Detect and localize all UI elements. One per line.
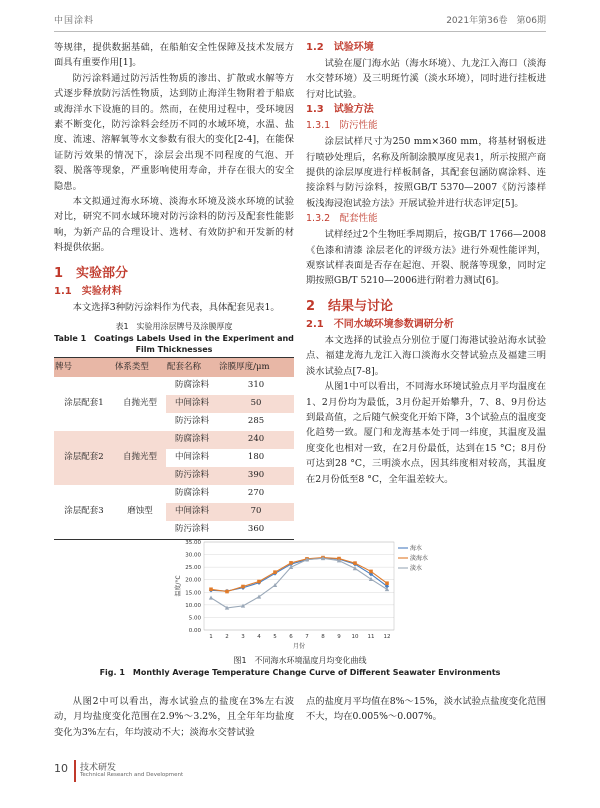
table-cell: 防腐涂料 — [166, 431, 218, 449]
table-cell: 360 — [247, 524, 265, 535]
coatings-table — [54, 357, 294, 540]
paragraph — [306, 694, 546, 725]
data-point — [273, 570, 277, 574]
data-point — [209, 596, 213, 600]
table-cell: 自抛光型 — [122, 398, 157, 409]
x-tick-label: 4 — [257, 634, 261, 640]
paragraph: 防污涂料通过防污活性物质的渗出、扩散或水解等方式逐步释放防污活性物质，达到防止海洋生物附着于船底或海洋水下设施的目的。然而，在使用过程中，受环境因素不断变化，防污涂料会经历不同的水域环境，水温、盐度、流速、溶解氧等水文参数有很大的变化[2-4]，在能保证防污效果的情况下，涂层会出现不同程度的气泡、开裂、脱落等现象，严重影响使用寿命，并存在很大的安全隐患。 — [54, 72, 294, 192]
paragraph — [54, 694, 294, 740]
data-point — [209, 587, 213, 591]
table-cell: 涂层配套1 — [64, 398, 104, 409]
right-column — [306, 40, 546, 487]
data-point — [289, 561, 293, 565]
data-point — [353, 561, 357, 565]
y-tick-label: 30.00 — [185, 552, 201, 559]
paragraph: 涂层试样尺寸为250 mm×360 mm，将基材钢板进行喷砂处理后，名称及所制涂膜厚度见表1，所示按照产商提供的涂层厚度进行样板制备，其配套包涵防腐涂料、连接涂料与防污涂料，按照GB/T 5370—2007《防污漆样板浅海浸泡试验方法》开展试验并进行状态评定[5]。 — [306, 136, 546, 209]
page-number: 10 — [54, 762, 68, 775]
legend-label: 淡水 — [410, 565, 423, 572]
subsubsection-heading: 1.3.1 防污性能 — [306, 120, 378, 132]
plot-area — [204, 542, 394, 630]
table-caption: 表1 实验用涂层牌号及涂膜厚度 — [115, 322, 233, 332]
figure-caption-cn: 图1 不同海水环境温度月均变化曲线 — [233, 656, 367, 665]
y-tick-label: 15.00 — [185, 590, 201, 597]
paragraph-text: 从图2中可以看出，海水试验点的盐度在3%左右波动，月均盐度变化范围在2.9%～3.2%，且全年年均盐度变化为3%左右，年均波动不大；淡海水交替试验 — [54, 696, 294, 738]
y-axis-label: 温度/°C — [175, 575, 182, 597]
table-row — [54, 377, 294, 395]
y-tick-label: 10.00 — [185, 602, 201, 609]
y-tick-label: 20.00 — [185, 577, 201, 584]
footer-section-en: Technical Research and Development — [80, 772, 184, 778]
x-tick-label: 10 — [351, 634, 359, 640]
table-cell: 防腐涂料 — [175, 380, 210, 391]
table-cell: 涂层配套3 — [64, 506, 104, 517]
data-point — [241, 585, 245, 589]
figure-caption-en: Fig. 1 Monthly Average Temperature Change Curve of Different Seawater Environments — [99, 668, 501, 677]
header-rule — [54, 31, 546, 32]
table-cell: 防腐涂料 — [175, 488, 210, 499]
paragraph: 从图1中可以看出，不同海水环境试验点月平均温度在1、2月份均为最低，3月份起开始攀升，7、8、9月份达到最高值，之后随气候变化开始下降，3个试验点的温度变化趋势一致。厦门和龙海基本处于同一纬度，其温度及温度变化也相对一致，在2月份最低，达到在15 °C；8月份可达到28 °C，三明淡水点，因其纬度相对较高，其温度在2月份低至8 °C，全年温差较大。 — [306, 381, 546, 485]
subsection-heading: 1.3 试验方法 — [306, 104, 374, 116]
x-tick-label: 3 — [241, 634, 245, 640]
data-point — [369, 570, 373, 574]
left-column — [54, 40, 294, 540]
table-cell: 70 — [218, 503, 294, 521]
paragraph-text: 点的盐度月平均值在8%～15%，淡水试验点盐度变化范围不大，均在0.005%～0.007%。 — [306, 696, 546, 723]
table-row — [54, 485, 294, 503]
y-tick-label: 0.00 — [188, 628, 201, 634]
table-cell: 285 — [247, 416, 265, 427]
data-point — [257, 580, 261, 584]
y-tick-label: 35.00 — [185, 540, 201, 546]
table-cell: 310 — [247, 380, 265, 391]
table-cell: 中间涂料 — [166, 503, 218, 521]
x-tick-label: 5 — [273, 634, 277, 640]
paragraph: 试验在厦门海水站（海水环境）、九龙江入海口（淡海水交替环境）及三明斑竹溪（淡水环境），同时进行挂板进行对比试验。 — [306, 58, 546, 100]
x-tick-label: 12 — [383, 634, 391, 640]
table-row — [54, 431, 294, 449]
paragraph: 本文拟通过海水环境、淡海水环境及淡水环境的试验对比，研究不同水域环境对防污涂料的防污及配套性能影响，为新产品的合理设计、选材、有效防护和开发新的材料提供依据。 — [54, 196, 294, 254]
subsubsection-heading: 1.3.2 配套性能 — [306, 213, 378, 225]
table-cell: 中间涂料 — [166, 395, 218, 413]
table-cell: 防污涂料 — [175, 524, 210, 535]
paragraph: 本文选择的试验点分别位于厦门海港试验站海水试验点、福建龙海九龙江入海口淡海水交替试验点及福建三明淡水试验点[7-8]。 — [306, 334, 546, 377]
issue-info: 2021年第36卷 第06期 — [446, 16, 546, 26]
x-tick-label: 7 — [305, 634, 309, 640]
table-cell: 防污涂料 — [175, 416, 210, 427]
table-cell: 240 — [218, 431, 294, 449]
subsection-heading: 1.2 试验环境 — [306, 42, 374, 53]
paragraph: 本文选择3种防污涂料作为代表，具体配套见表1。 — [72, 301, 280, 313]
table-cell: 自抛光型 — [114, 431, 166, 485]
table-cell: 50 — [218, 395, 294, 413]
paragraph: 试样经过2个生物旺季周期后，按GB/T 1766—2008《色漆和清漆 涂层老化的评级方法》进行外观性能评判，观察试样表面是否存在起泡、开裂、脱落等现象，同时定期按照GB/T 5210—2006进行附着力测试[6]。 — [306, 229, 546, 287]
table-header: 涂膜厚度/μm — [218, 358, 294, 378]
footer-divider — [74, 760, 76, 782]
footer-section-cn: 技术研发 — [80, 763, 117, 773]
legend-label: 淡海水 — [410, 555, 429, 562]
data-point — [225, 590, 229, 594]
temperature-line-chart — [170, 538, 432, 653]
x-tick-label: 6 — [289, 634, 293, 640]
journal-name: 中国涂料 — [54, 16, 95, 26]
series-line — [211, 558, 387, 592]
data-point — [385, 581, 389, 585]
table-cell: 390 — [218, 467, 294, 485]
table-cell: 防污涂料 — [166, 467, 218, 485]
table-cell: 270 — [247, 488, 265, 499]
legend-label: 海水 — [410, 545, 423, 552]
subsection-heading: 1.1 实验材料 — [54, 285, 122, 297]
subsection-heading: 2.1 不同水域环境参数调研分析 — [306, 318, 454, 330]
section-heading: 2 结果与讨论 — [306, 298, 394, 314]
table-cell: 涂层配套2 — [54, 431, 114, 485]
section-heading: 1 实验部分 — [54, 265, 129, 281]
table-caption-en: Table 1 Coatings Labels Used in the Experiment and Film Thicknesses — [54, 334, 294, 355]
y-tick-label: 25.00 — [185, 565, 201, 572]
page-header — [0, 0, 600, 30]
table-header: 配套名称 — [166, 358, 218, 378]
table-cell: 180 — [247, 452, 265, 463]
table-cell: 中间涂料 — [175, 452, 210, 463]
y-tick-label: 5.00 — [188, 615, 201, 622]
x-axis-label: 月份 — [292, 643, 306, 650]
paragraph: 等规律，提供数据基础，在船舶安全性保障及技术发展方面具有重要作用[1]。 — [54, 42, 294, 69]
x-tick-label: 2 — [225, 634, 229, 640]
x-tick-label: 9 — [337, 634, 341, 640]
figure-caption — [54, 655, 546, 679]
x-tick-label: 8 — [321, 634, 325, 640]
x-tick-label: 1 — [209, 634, 213, 640]
table-header: 体系类型 — [114, 358, 166, 378]
table-cell: 磨蚀型 — [127, 506, 153, 517]
table-header: 牌号 — [54, 358, 114, 378]
data-point — [385, 587, 389, 591]
x-tick-label: 11 — [367, 634, 375, 640]
